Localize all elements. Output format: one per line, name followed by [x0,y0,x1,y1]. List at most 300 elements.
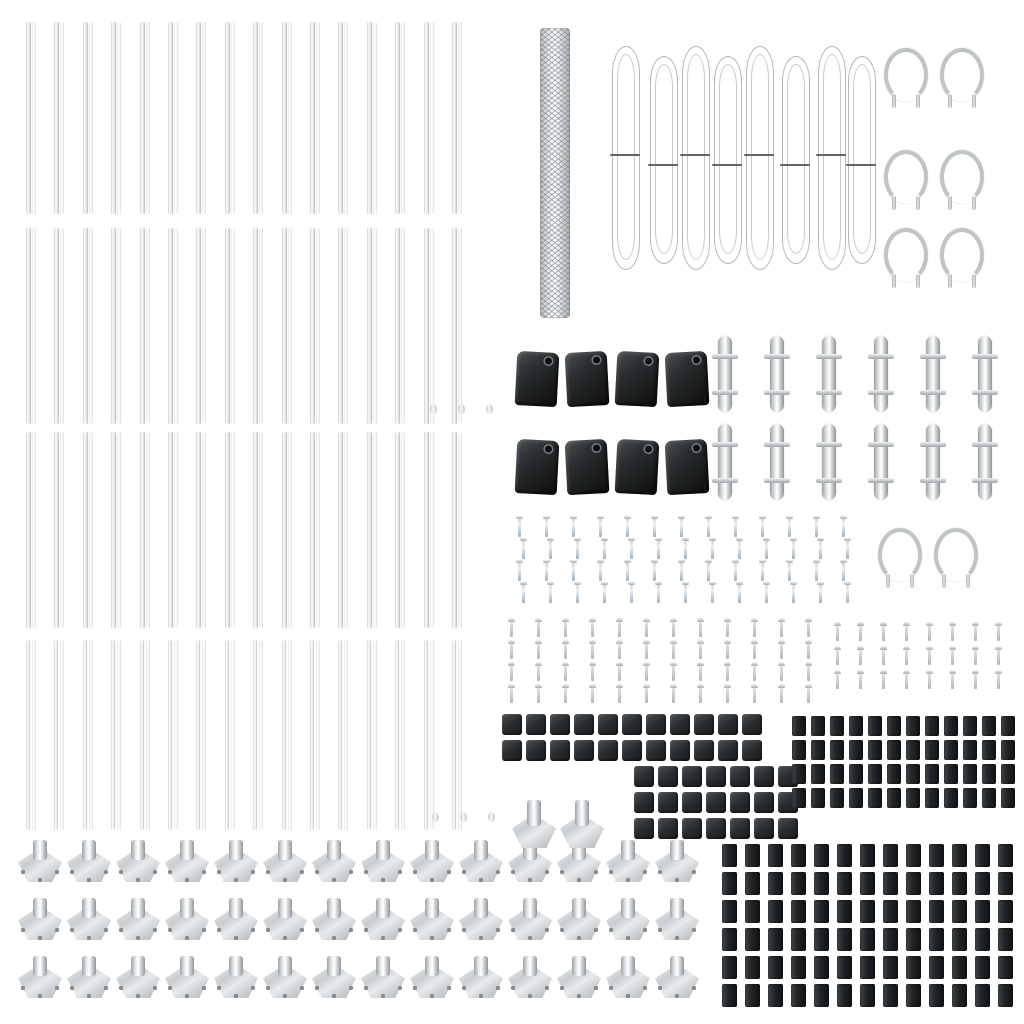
pipe [32,22,36,214]
pipe [168,22,173,214]
screw [738,585,741,603]
base-plate [508,898,552,940]
pipe [452,228,457,424]
bolt [537,621,540,637]
screw-head [597,560,604,563]
screw [792,585,795,603]
rubber-pad [718,714,738,735]
bolt-head [805,662,812,666]
bolt-head [903,646,910,650]
screw [788,519,791,537]
screw [518,563,521,581]
sleeve [860,956,875,979]
base-plate [263,840,307,882]
sleeve [982,788,996,808]
clamp-bolt [920,478,946,483]
pipe [424,228,429,424]
pipe [430,22,434,214]
clamp [770,424,784,500]
sleeve [811,764,825,784]
screw [522,541,525,559]
rubber-pad [550,714,570,735]
pipe [288,228,292,424]
pipe [316,228,320,424]
bolt-head [589,684,596,688]
pipe [54,22,59,214]
rubber-pad [754,818,774,839]
base-plate-collar [572,898,586,918]
base-plate-hole [462,870,466,874]
base-plate [214,840,258,882]
base-plate [67,898,111,940]
screw-head [790,582,797,585]
bolt-head [903,622,910,626]
base-plate-collar [327,840,341,860]
sleeve [722,984,737,1007]
bolt-head [805,684,812,688]
base-plate-hole [496,870,500,874]
sleeve [837,984,852,1007]
clamp-bolt [764,390,790,395]
screw [684,541,687,559]
pipe [111,640,115,830]
rubber-pad [718,740,738,761]
bolt-head [880,646,887,650]
pipe [367,22,372,214]
base-plate-hole [202,928,206,932]
bolt [780,643,783,659]
pipe [395,228,400,424]
bolt [753,665,756,681]
sleeve [883,956,898,979]
clamp-bolt [764,354,790,359]
pipe [89,640,93,830]
clamp [822,424,836,500]
base-plate-hole [398,986,402,990]
pipe [452,22,457,214]
clamp-bolt [816,354,842,359]
base-plate-hole [234,878,238,882]
pipe [373,432,377,628]
screw-head [813,516,820,519]
pipe [225,228,230,424]
base-plate-hole [234,994,238,998]
screw [630,585,633,603]
base-plate-hole [251,928,255,932]
screw-head [840,516,847,519]
base-plate [214,898,258,940]
sleeve [963,788,977,808]
bolt-head [972,670,979,674]
pipe [196,228,201,424]
pipe [60,22,64,214]
screw [846,541,849,559]
sleeve [929,956,944,979]
pipe [146,22,150,214]
base-plate-hole [609,986,613,990]
sleeve [944,716,958,736]
sleeve [814,928,829,951]
base-plate-collar [131,840,145,860]
bolt [510,621,513,637]
screw [761,563,764,581]
screw [734,519,737,537]
clamp-bolt [920,390,946,395]
sleeve [906,900,921,923]
screw-head [786,516,793,519]
pipe [26,228,31,424]
pipe [60,228,64,424]
bolt-head [670,684,677,688]
screw-head [628,538,635,541]
sleeve [887,716,901,736]
base-plate-hole [283,878,287,882]
base-plate-hole [332,936,336,940]
post-cap [565,351,610,407]
bolt-head [697,640,704,644]
screw-head [840,560,847,563]
bolt-head [616,640,623,644]
clamp-bolt [972,390,998,395]
pipe [83,228,88,424]
base-plate-collar [474,898,488,918]
sleeve [929,900,944,923]
base-plate-hole [70,870,74,874]
screw-head [574,538,581,541]
screw [603,585,606,603]
pipe [174,640,178,830]
base-plate-hole [55,870,59,874]
pipe [430,228,434,424]
base-plate-collar [425,956,439,976]
base-plate [410,956,454,998]
bolt-head [949,622,956,626]
base-plate [655,898,699,940]
base-plate [312,956,356,998]
base-plate [459,956,503,998]
bolt-head [697,618,704,622]
bolt [672,665,675,681]
base-plate-hole [300,928,304,932]
screw [707,519,710,537]
pipe [231,432,235,628]
base-plate-hole [560,928,564,932]
base-plate-hole [332,878,336,882]
rubber-pad [682,766,702,787]
bolt-head [724,662,731,666]
bolt-head [778,618,785,622]
rubber-pad [694,714,714,735]
sleeve [837,956,852,979]
sleeve [868,764,882,784]
pipe [196,22,201,214]
bolt [753,687,756,703]
rubber-pad [502,740,522,761]
bolt-head [724,684,731,688]
base-plate-hole [430,994,434,998]
screw [518,519,521,537]
rubber-pad [502,714,522,735]
bolt [859,673,862,689]
base-plate [560,806,604,848]
screw [522,585,525,603]
sleeve [768,928,783,951]
pipe [32,432,36,628]
clamp [718,424,732,500]
pipe [395,640,399,830]
c-clip [934,528,978,582]
pipe [338,228,343,424]
pipe-cap [458,404,465,414]
bolt [672,687,675,703]
screw [792,541,795,559]
sleeve [849,740,863,760]
sleeve [814,844,829,867]
bolt [672,643,675,659]
base-plate-hole [202,870,206,874]
base-plate [67,956,111,998]
bolt [537,665,540,681]
base-plate-collar [621,898,635,918]
pipe [282,432,287,628]
sleeve [768,984,783,1007]
pipe [452,640,456,830]
bolt-head [778,684,785,688]
sleeve [975,844,990,867]
bolt [726,687,729,703]
sleeve [768,872,783,895]
screw [626,563,629,581]
wire-coil [655,64,673,254]
base-plate-hole [168,986,172,990]
base-plate-hole [594,870,598,874]
sleeve [906,764,920,784]
bolt [997,673,1000,689]
bolt-head [643,640,650,644]
base-plate-collar [82,956,96,976]
bolt-head [508,684,515,688]
base-plate-collar [575,800,589,826]
pipe [458,22,462,214]
pipe [26,22,31,214]
sleeve [906,788,920,808]
base-plate-hole [594,986,598,990]
screw-head [570,516,577,519]
base-plate [557,898,601,940]
bolt-head [926,622,933,626]
rubber-pad [730,818,750,839]
pipe [282,228,287,424]
base-plate-hole [104,986,108,990]
rubber-pad [682,792,702,813]
bolt [699,687,702,703]
bolt-head [616,618,623,622]
pipe [367,432,372,628]
base-plate [312,898,356,940]
bolt-head [562,618,569,622]
screw [657,585,660,603]
rubber-pad [754,792,774,813]
base-plate [606,840,650,882]
clamp-bolt [712,442,738,447]
bolt [564,687,567,703]
c-clip [878,528,922,582]
screw-head [655,582,662,585]
bolt [905,673,908,689]
sleeve [906,928,921,951]
pipe [54,228,59,424]
base-plate-hole [283,994,287,998]
base-plate-hole [136,936,140,940]
screw-head [682,582,689,585]
screw-head [601,582,608,585]
sleeve [811,788,825,808]
bolt [951,673,954,689]
screw-head [520,538,527,541]
sleeve [722,900,737,923]
screw-head [624,516,631,519]
bolt [974,625,977,641]
base-plate-hole [136,994,140,998]
screw-head [651,516,658,519]
bolt-head [535,684,542,688]
rubber-pad [526,740,546,761]
screw-head [547,538,554,541]
screw-head [763,582,770,585]
sleeve [906,716,920,736]
screw-head [709,538,716,541]
sleeve [830,788,844,808]
rubber-pad [670,740,690,761]
sleeve [722,928,737,951]
base-plate-hole [349,986,353,990]
sleeve [982,716,996,736]
pipe [225,640,229,830]
sleeve [929,872,944,895]
bolt [951,649,954,665]
pipe [202,22,206,214]
bolt [807,621,810,637]
screw [599,563,602,581]
base-plate-hole [283,936,287,940]
bolt [510,665,513,681]
pipe [288,640,292,830]
sleeve [887,740,901,760]
post-cap [665,351,710,407]
sleeve [975,872,990,895]
pipe [401,640,405,830]
bolt [997,625,1000,641]
clamp-bolt [920,354,946,359]
sleeve [998,956,1013,979]
pipe [174,22,178,214]
base-plate-collar [131,956,145,976]
base-plate-hole [626,994,630,998]
bolt-head [643,684,650,688]
pipe [168,640,172,830]
pipe [344,432,348,628]
base-plate [18,956,62,998]
base-plate-hole [692,986,696,990]
base-plate-hole [55,928,59,932]
screw [576,585,579,603]
base-plate [67,840,111,882]
pipe [89,432,93,628]
bolt [510,643,513,659]
base-plate [655,840,699,882]
base-plate-hole [609,928,613,932]
screw [680,563,683,581]
sleeve [745,984,760,1007]
bolt-head [834,622,841,626]
base-plate-hole [594,928,598,932]
base-plate [459,840,503,882]
base-plate-collar [376,898,390,918]
screw [549,541,552,559]
pipe [310,432,315,628]
base-plate [116,840,160,882]
clamp-bolt [712,390,738,395]
base-plate-hole [21,870,25,874]
bolt-head [670,640,677,644]
sleeve [975,956,990,979]
base-plate-hole [38,936,42,940]
pipe [430,432,434,628]
base-plate [165,840,209,882]
base-plate-hole [21,928,25,932]
base-plate-collar [572,956,586,976]
base-plate-hole [87,936,91,940]
pipe [282,22,287,214]
sleeve [868,788,882,808]
screw [653,519,656,537]
base-plate-collar [82,898,96,918]
bolt-head [535,662,542,666]
screw [572,519,575,537]
wire-coil [751,54,769,260]
bolt-head [995,646,1002,650]
base-plate-collar [376,956,390,976]
bolt [537,687,540,703]
screw-head [790,538,797,541]
rubber-pad [634,818,654,839]
base-plate-hole [643,870,647,874]
base-plate-hole [349,928,353,932]
pipe [373,640,377,830]
bolt-head [589,640,596,644]
base-plate-hole [315,870,319,874]
screw-head [736,582,743,585]
bolt-head [562,662,569,666]
post-cap [615,439,660,495]
pipe [310,640,314,830]
sleeve [745,844,760,867]
sleeve [768,900,783,923]
bolt-head [562,640,569,644]
base-plate-hole [692,870,696,874]
pipe [83,22,88,214]
bolt [645,621,648,637]
screw-head [759,516,766,519]
base-plate-hole [528,878,532,882]
pipe [117,228,121,424]
base-plate-hole [234,936,238,940]
pipe [253,640,257,830]
bolt-head [751,662,758,666]
rubber-pad [574,740,594,761]
sleeve [860,844,875,867]
base-plate-hole [119,986,123,990]
